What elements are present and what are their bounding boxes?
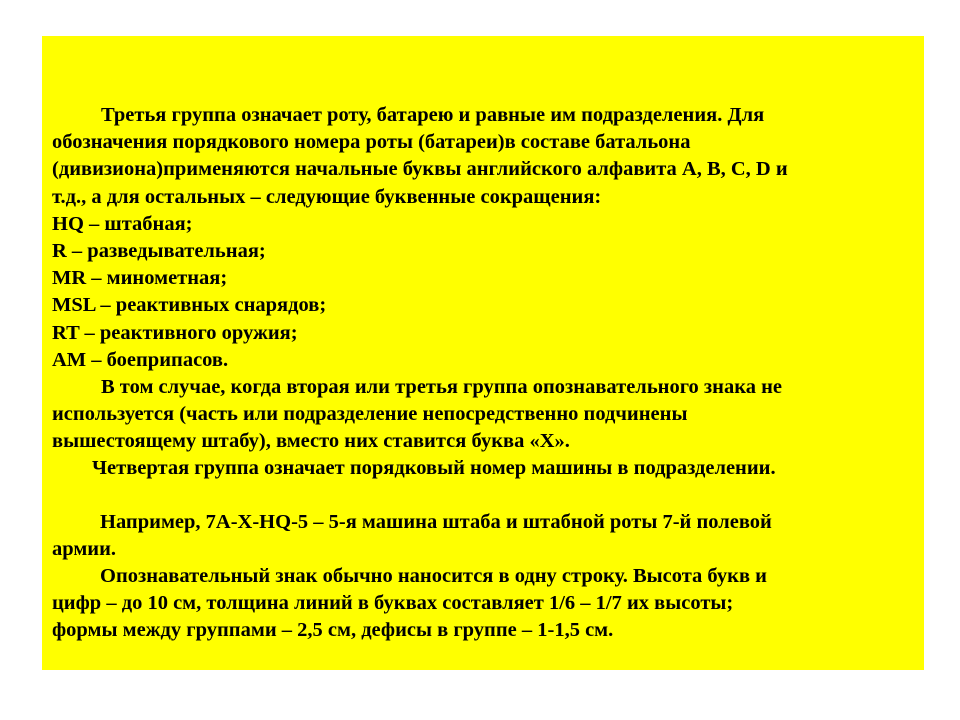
- abbreviation-msl: MSL – реактивных снарядов;: [52, 294, 327, 317]
- text-line: используется (часть или подразделение непосредственно подчинены: [52, 403, 688, 426]
- text-line: В том случае, когда вторая или третья группа опознавательного знака не: [101, 375, 782, 398]
- paragraph-gap: [52, 483, 922, 509]
- yellow-text-panel: [42, 36, 924, 670]
- example-line: Например, 7A-X-HQ-5 – 5-я машина штаба и штабной роты 7-й полевой: [100, 510, 772, 533]
- text-line: Четвертая группа означает порядковый номер машины в подразделении.: [92, 457, 776, 480]
- abbreviation-rt: RT – реактивного оружия;: [52, 321, 298, 344]
- text-line: (дивизиона)применяются начальные буквы английского алфавита A, B, C, D и: [52, 158, 788, 181]
- text-line: цифр – до 10 см, толщина линий в буквах составляет 1/6 – 1/7 их высоты;: [52, 592, 734, 615]
- text-line: Опознавательный знак обычно наносится в одну строку. Высота букв и: [100, 565, 767, 587]
- text-line: армии.: [52, 537, 117, 560]
- text-line: обозначения порядкового номера роты (батареи)в составе батальона: [52, 131, 691, 154]
- text-line: формы между группами – 2,5 см, дефисы в группе – 1-1,5 см.: [52, 619, 614, 642]
- text-line: Третья группа означает роту, батарею и равные им подразделения. Для: [101, 104, 765, 126]
- abbreviation-mr: MR – минометная;: [52, 267, 228, 290]
- body-text: [52, 102, 922, 645]
- text-line: вышестоящему штабу), вместо них ставится буква «X».: [52, 430, 570, 453]
- abbreviation-am: AM – боеприпасов.: [52, 348, 229, 371]
- abbreviation-hq: HQ – штабная;: [52, 212, 193, 235]
- abbreviation-r: R – разведывательная;: [52, 239, 266, 262]
- text-line: т.д., а для остальных – следующие буквенные сокращения:: [52, 185, 602, 208]
